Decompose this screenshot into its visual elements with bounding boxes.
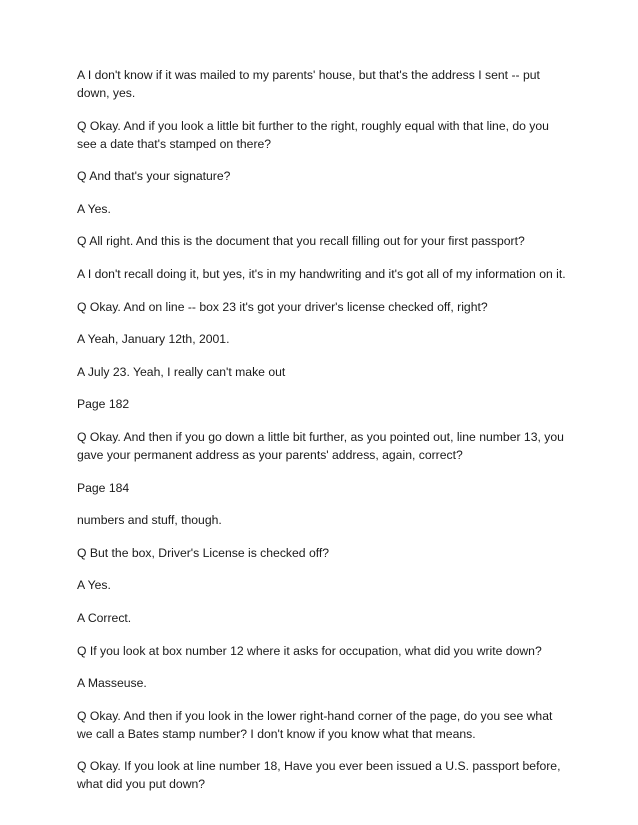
transcript-paragraph: A Correct. (77, 610, 132, 625)
transcript-paragraph: A Yes. (77, 201, 111, 216)
transcript-paragraph: Q If you look at box number 12 where it asks for occupation, what did you write down? (77, 643, 542, 658)
transcript-paragraph: Q And that's your signature? (77, 169, 231, 184)
transcript-paragraph: Q Okay. And then if you look in the lower right-hand corner of the page, do you see what we call a Bates stamp number? I don't know if you know what that means. (77, 708, 553, 741)
page-number-marker: Page 182 (77, 397, 130, 412)
transcript-paragraph: A July 23. Yeah, I really can't make out (77, 364, 286, 379)
transcript-paragraph: Q But the box, Driver's License is checked off? (77, 545, 330, 560)
transcript-paragraph: Q Okay. And then if you go down a little bit further, as you pointed out, line number 13, you gave your permanent address as your parents' address, again, correct? (77, 429, 564, 462)
transcript-paragraph: Q All right. And this is the document that you recall filling out for your first passport? (77, 234, 525, 249)
transcript-body (77, 66, 567, 808)
transcript-paragraph: numbers and stuff, though. (77, 513, 222, 528)
transcript-paragraph: A Yes. (77, 578, 111, 593)
transcript-paragraph: Q Okay. And on line -- box 23 it's got your driver's license checked off, right? (77, 299, 488, 314)
transcript-paragraph: A I don't know if it was mailed to my parents' house, but that's the address I sent -- put down, yes. (77, 68, 540, 100)
transcript-paragraph: A Masseuse. (77, 676, 147, 691)
transcript-paragraph: Q Okay. And if you look a little bit further to the right, roughly equal with that line, do you see a date that's stamped on there? (77, 118, 549, 151)
page-number-marker: Page 184 (77, 480, 130, 495)
transcript-paragraph: A Yeah, January 12th, 2001. (77, 332, 230, 347)
transcript-paragraph: A I don't recall doing it, but yes, it's in my handwriting and it's got all of my information on it. (77, 266, 566, 281)
transcript-paragraph: Q Okay. If you look at line number 18, Have you ever been issued a U.S. passport before, what did you put down? (77, 759, 561, 792)
